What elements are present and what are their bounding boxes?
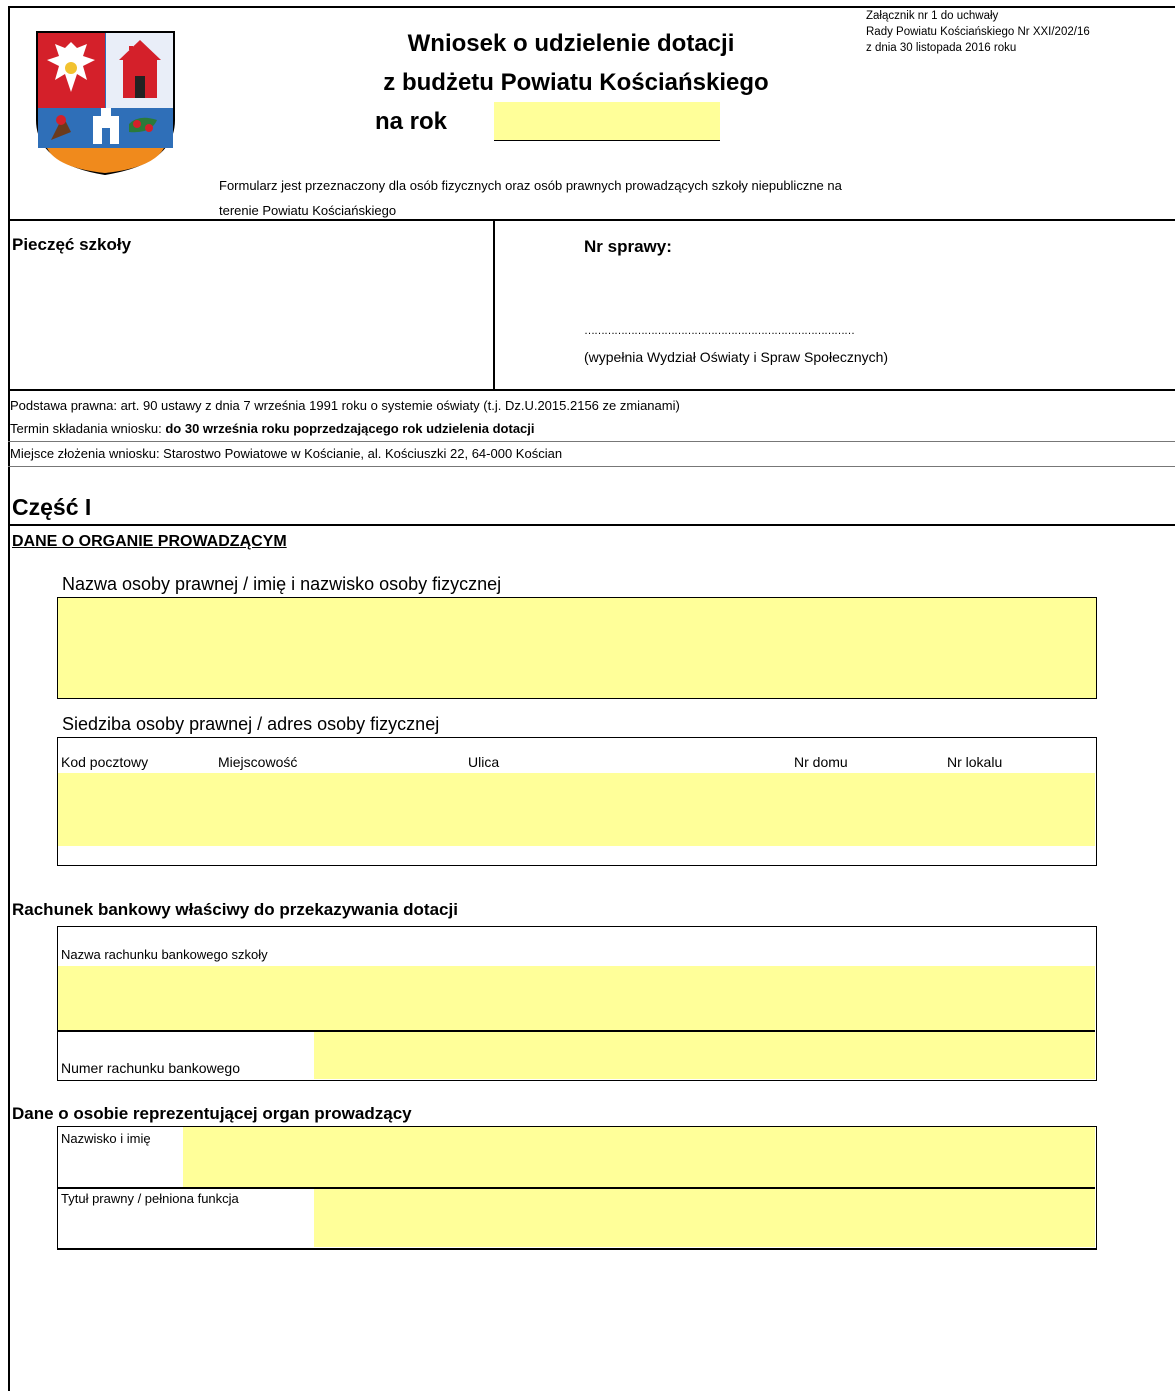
street-label: Ulica <box>468 754 500 770</box>
title-line-2: z budżetu Powiatu Kościańskiego <box>383 69 769 96</box>
deadline-bold: do 30 września roku poprzedzającego rok udzielenia dotacji <box>165 421 535 436</box>
bank-box <box>57 926 1097 1081</box>
annex-note <box>866 8 1090 56</box>
stamp-divider <box>493 220 495 390</box>
divider-legal-1 <box>8 441 1175 442</box>
bank-account-name-field[interactable] <box>58 966 1095 1030</box>
divider-stamp <box>8 389 1175 391</box>
postal-code-label: Kod pocztowy <box>61 754 149 770</box>
section-title: DANE O ORGANIE PROWADZĄCYM <box>12 533 287 550</box>
frame-left <box>8 6 10 1391</box>
case-number-dots[interactable]: ……………………………………………………………………… <box>584 325 854 337</box>
rep-title-field[interactable] <box>314 1189 1095 1247</box>
address-box <box>57 737 1097 866</box>
county-coat-of-arms <box>33 28 178 176</box>
year-field[interactable] <box>494 102 720 141</box>
case-number-label: Nr sprawy: <box>584 237 672 256</box>
divider-part <box>8 524 1175 526</box>
rep-name-field[interactable] <box>183 1127 1095 1187</box>
bank-account-number-label: Numer rachunku bankowego <box>61 1060 240 1076</box>
annex-line-1: Załącznik nr 1 do uchwały <box>866 10 999 22</box>
legal-basis: Podstawa prawna: art. 90 ustawy z dnia 7 września 1991 roku o systemie oświaty (t.j. Dz.U.2015.2156 ze zmianami) <box>10 398 680 413</box>
entity-name-field[interactable] <box>57 597 1097 699</box>
address-label: Siedziba osoby prawnej / adres osoby fizycznej <box>62 714 440 734</box>
part-heading: Część I <box>12 494 92 520</box>
case-number-note: (wypełnia Wydział Oświaty i Spraw Społecznych) <box>584 349 889 365</box>
deadline-prefix: Termin składania wniosku: <box>10 421 166 436</box>
form-note-line-1: Formularz jest przeznaczony dla osób fizycznych oraz osób prawnych prowadzących szkoły niepubliczne na <box>219 178 842 193</box>
entity-name-label: Nazwa osoby prawnej / imię i nazwisko osoby fizycznej <box>62 574 502 594</box>
rep-title-label: Tytuł prawny / pełniona funkcja <box>61 1191 239 1206</box>
representative-box <box>57 1126 1097 1250</box>
apartment-number-label: Nr lokalu <box>947 754 1003 770</box>
city-label: Miejscowość <box>218 754 298 770</box>
title-line-3: na rok <box>375 108 448 135</box>
divider-header <box>8 219 1175 221</box>
house-number-label: Nr domu <box>794 754 848 770</box>
annex-line-3: z dnia 30 listopada 2016 roku <box>866 42 1017 54</box>
bank-account-number-field[interactable] <box>314 1032 1095 1079</box>
submission-place: Miejsce złożenia wniosku: Starostwo Powiatowe w Kościanie, al. Kościuszki 22, 64-000 Kościan <box>10 446 563 461</box>
rep-name-label: Nazwisko i imię <box>61 1131 151 1146</box>
annex-line-2: Rady Powiatu Kościańskiego Nr XXI/202/16 <box>866 26 1090 38</box>
representative-heading: Dane o osobie reprezentującej organ prowadzący <box>12 1104 412 1123</box>
bank-heading: Rachunek bankowy właściwy do przekazywania dotacji <box>12 900 458 919</box>
form-note-line-2: terenie Powiatu Kościańskiego <box>219 203 397 218</box>
submission-deadline <box>10 421 535 436</box>
address-field[interactable] <box>58 773 1095 846</box>
divider-legal-2 <box>8 466 1175 467</box>
bank-account-name-label: Nazwa rachunku bankowego szkoły <box>61 947 268 962</box>
school-stamp-label: Pieczęć szkoły <box>12 235 132 254</box>
title-line-1: Wniosek o udzielenie dotacji <box>407 30 735 57</box>
